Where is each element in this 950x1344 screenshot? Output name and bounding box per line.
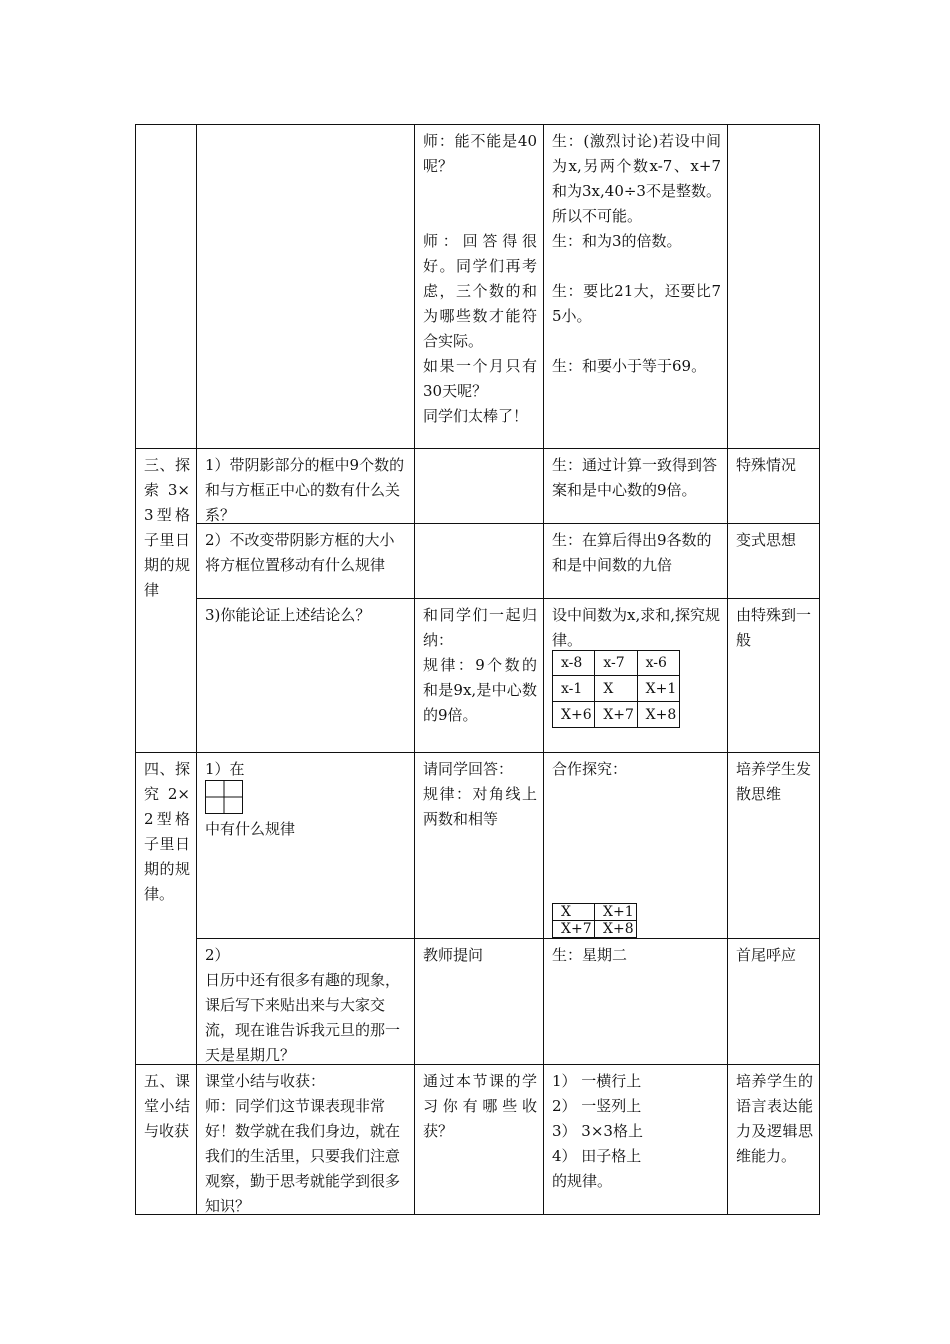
blank-space (552, 254, 721, 279)
summary-item: 3） 3×3格上 (552, 1122, 643, 1140)
grid2-cell: X+8 (595, 921, 637, 938)
section4-row1-teacher (415, 753, 543, 832)
section3-teacher-line-1: 和同学们一起归纳： (423, 606, 537, 649)
grid3-cell: X (595, 676, 637, 702)
section4-row2-line-2: 日历中还有很多有趣的现象，课后写下来贴出来与大家交流，现在谁告诉我元旦的那一天是星期几？ (205, 971, 401, 1064)
section5-teacher: 通过本节课的学习你有哪些收获？ (423, 1072, 537, 1140)
section4-row2-content (197, 939, 414, 1068)
grid-3x3-table (552, 650, 680, 728)
two-by-two-grid-icon (205, 780, 243, 814)
grid3-cell: X+1 (637, 676, 679, 702)
row1-teacher-cell (415, 125, 543, 429)
section4-teacher-line-2: 规律：对角线上两数和相等 (423, 785, 537, 828)
section5-content (197, 1065, 414, 1219)
section4-content-after: 中有什么规律 (205, 820, 296, 838)
section3-stage-label: 三、探索3×3型格子里日期的规律 (144, 456, 190, 599)
row1-student-line-1: 生：(激烈讨论)若设中间为x,另两个数x-7、x+7和为3x,40÷3不是整数。所以不可能。 (552, 132, 721, 225)
section4-teacher-line-1: 请同学回答： (423, 760, 514, 778)
section4-row2-line-1: 2） (205, 946, 230, 964)
summary-item: 4） 田子格上 (552, 1147, 642, 1165)
grid3-cell: x-1 (553, 676, 595, 702)
row1-student-line-2: 生：和为3的倍数。 (552, 232, 682, 250)
section4-row1-student: 合作探究： (552, 760, 628, 778)
section4-row2-intent: 首尾呼应 (736, 946, 797, 964)
section5-student (544, 1065, 727, 1194)
grid3-cell: x-7 (595, 651, 637, 676)
section3-row3-student: 设中间数为x,求和,探究规律。 (552, 606, 720, 649)
section4-row2-student: 生：星期二 (552, 946, 628, 964)
blank-space (552, 329, 721, 354)
grid2-cell: X (553, 904, 595, 921)
section3-row3-intent: 由特殊到一般 (736, 606, 812, 649)
grid3-cell: X+7 (595, 702, 637, 728)
section3-row1-student: 生：通过计算一致得到答案和是中心数的9倍。 (552, 456, 718, 499)
section5-stage-label: 五、课堂小结与收获 (144, 1072, 190, 1140)
section3-row1-content: 1）带阴影部分的框中9个数的和与方框正中心的数有什么关系？ (205, 456, 405, 524)
blank-space (423, 179, 537, 229)
grid3-cell: X+6 (553, 702, 595, 728)
section3-teacher-line-2: 规律：9个数的和是9x,是中心数的9倍。 (423, 656, 537, 724)
row1-student-cell (544, 125, 727, 379)
row1-teacher-line-2: 师：回答得很好。同学们再考虑，三个数的和为哪些数才能符合实际。 (423, 232, 537, 350)
section3-row1-teacher (415, 449, 543, 453)
section3-row2-student: 生：在算后得出9各数的和是中间数的九倍 (552, 531, 712, 574)
section3-row3-teacher (415, 599, 543, 728)
row1-student-line-3: 生：要比21大，还要比75小。 (552, 282, 721, 325)
section4-row1-intent: 培养学生发散思维 (736, 760, 812, 803)
section4-stage-label: 四、探究2×2型格子里日期的规律。 (144, 760, 190, 903)
row1-teacher-line-3: 如果一个月只有30天呢？ (423, 357, 537, 400)
grid3-cell: x-6 (637, 651, 679, 676)
section3-row3-content: 3)你能论证上述结论么？ (205, 606, 371, 624)
summary-item: 2） 一竖列上 (552, 1097, 642, 1115)
row1-teacher-line-1: 师：能不能是40呢？ (423, 132, 537, 175)
row1-student-line-4: 生：和要小于等于69。 (552, 357, 707, 375)
row1-teacher-line-4: 同学们太棒了！ (423, 407, 529, 425)
grid3-cell: X+8 (637, 702, 679, 728)
section3-row2-content: 2）不改变带阴影方框的大小将方框位置移动有什么规律 (205, 531, 395, 574)
section4-row2-teacher: 教师提问 (423, 946, 484, 964)
summary-item: 的规律。 (552, 1172, 613, 1190)
section3-row2-teacher (415, 524, 543, 528)
section3-row2-intent: 变式思想 (736, 531, 797, 549)
section5-content-line-1: 课堂小结与收获： (205, 1072, 326, 1090)
summary-item: 1） 一横行上 (552, 1072, 642, 1090)
section4-content-before: 1）在 (205, 760, 245, 778)
grid-2x2-table (552, 903, 637, 938)
grid3-cell: x-8 (553, 651, 595, 676)
section3-row1-intent: 特殊情况 (736, 456, 797, 474)
grid2-cell: X+1 (595, 904, 637, 921)
section5-content-line-2: 师：同学们这节课表现非常好！数学就在我们身边，就在我们的生活里，只要我们注意观察，勤于思考就能学到很多知识？ (205, 1097, 401, 1215)
section5-intent: 培养学生的语言表达能力及逻辑思维能力。 (736, 1072, 813, 1165)
grid2-cell: X+7 (553, 921, 595, 938)
